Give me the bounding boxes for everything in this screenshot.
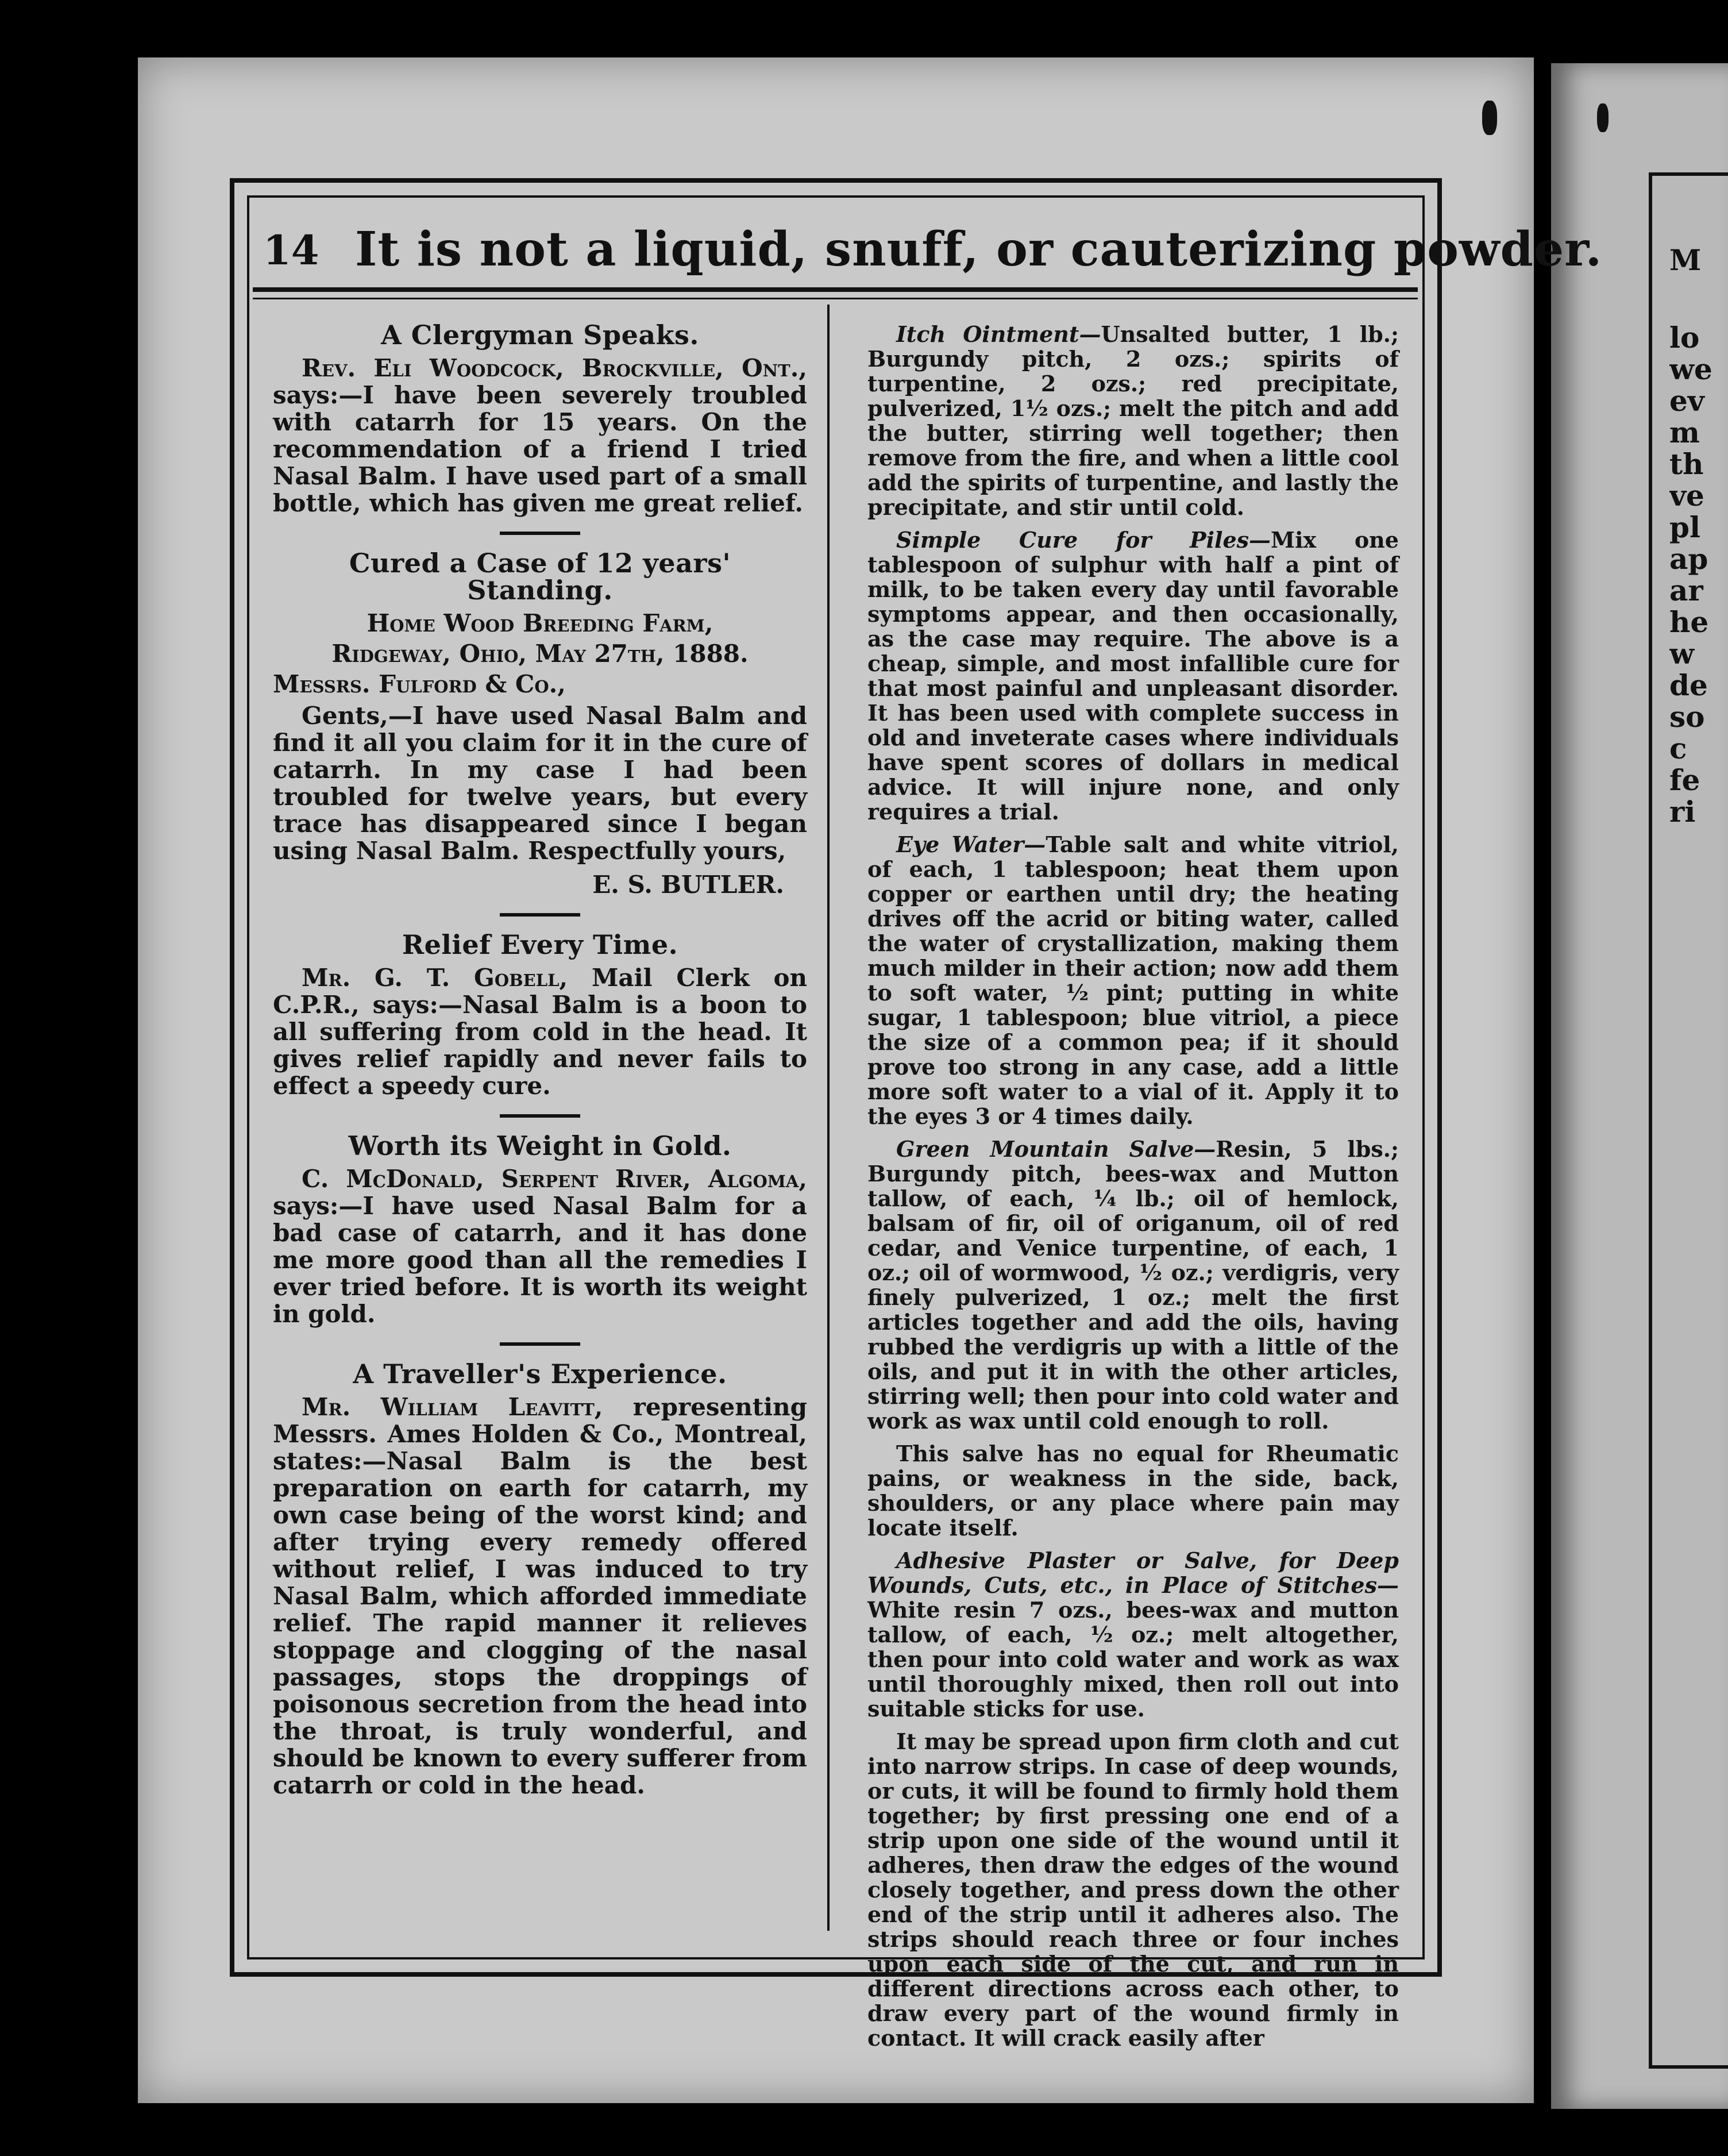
section-heading: Relief Every Time. <box>402 929 678 960</box>
recipe-title: Simple Cure for Piles— <box>896 527 1271 553</box>
page-number: 14 <box>263 226 319 274</box>
letter-signature: E. S. BUTLER. <box>592 871 784 899</box>
testimonial-body: Mail Clerk on C.P.R., says:—Nasal Balm is a boon to all suffering from cold in the head. It gives relief rapidly and never fails to effect a speedy cure. <box>273 964 807 1100</box>
section-separator <box>500 913 580 917</box>
testimonial-author: Rev. Eli Woodcock, Brockville, Ont., <box>302 354 807 382</box>
edge-line: ri <box>1669 796 1696 828</box>
edge-line: de <box>1669 670 1708 702</box>
recipe-body: Mix one tablespoon of sulphur with half a pint of milk, to be taken every day until favorable symptoms appear, and then occasionally, as the case may require. The above is a cheap, simple, and most infallible cure for that most painful and unpleasant disorder. It has been used with complete success in old and inveterate cases where individuals have spent scores of dollars in medical advice. It will injure none, and only requires a trial. <box>867 527 1399 825</box>
edge-line: m <box>1669 417 1700 449</box>
spine-mark <box>1482 101 1497 135</box>
recipe-title: Green Mountain Salve— <box>896 1136 1216 1162</box>
recipe-body: Resin, 5 lbs.; Burgundy pitch, bees-wax and Mutton tallow, of each, ¼ lb.; oil of hemlock, balsam of fir, oil of origanum, oil of red cedar, and Venice turpentine, of each, 1 oz.; oil of wormwood, ½ oz.; verdigris, very finely pulverized, 1 oz.; melt the first articles together and add the oils, having rubbed the verdigris up with a little of the oils, and put it in with the other articles, stirring well; then pour into cold water and work as wax until cold enough to roll. <box>867 1136 1399 1434</box>
recipe-note: This salve has no equal for Rheumatic pains, or weakness in the side, back, shoulders, or any place where pain may locate itself. <box>867 1441 1399 1541</box>
edge-line: ap <box>1669 544 1708 575</box>
testimonial-text <box>273 1165 807 1327</box>
spine-mark <box>1597 103 1609 132</box>
edge-line: M <box>1669 245 1702 276</box>
letter-salutation: Messrs. Fulford & Co., <box>273 670 566 698</box>
testimonial-author: C. McDonald, Serpent River, Algoma, <box>302 1165 807 1193</box>
left-column <box>273 319 807 1805</box>
edge-line: he <box>1669 607 1709 638</box>
recipe-title: Eye Water— <box>896 831 1046 857</box>
section-separator <box>500 532 580 535</box>
recipe <box>867 528 1399 824</box>
right-column <box>867 322 1399 2058</box>
section-heading: Cured a Case of 12 years' Standing. <box>349 548 731 606</box>
edge-line: lo <box>1669 322 1700 354</box>
edge-line: so <box>1669 702 1705 733</box>
recipe-body: Table salt and white vitriol, of each, 1 tablespoon; heat them upon copper or earthen until dry; the heating drives off the acrid or biting water, called the water of crystallization, making them much milder in their action; now add them to soft water, ½ pint; putting in white sugar, 1 tablespoon; blue vitriol, a piece the size of a common pea; if it should prove too strong in any case, add a little more soft water to a vial of it. Apply it to the eyes 3 or 4 times daily. <box>867 831 1399 1129</box>
testimonial-body: says:—I have used Nasal Balm for a bad case of catarrh, and it has done me more good than all the remedies I ever tried before. It is worth its weight in gold. <box>273 1192 807 1328</box>
testimonial-body: says:—I have been severely troubled with catarrh for 15 years. On the recommendation of a friend I tried Nasal Balm. I have used part of a small bottle, which has given me great relief. <box>273 381 807 517</box>
recipe <box>867 832 1399 1129</box>
testimonial-body: representing Messrs. Ames Holden & Co., Montreal, states:—Nasal Balm is the best preparation on earth for catarrh, my own case being of the worst kind; and after trying every remedy offered without relief, I was induced to try Nasal Balm, which afforded immediate relief. The rapid manner it relieves stoppage and clogging of the nasal passages, stops the droppings of poisonous secretion from the head into the throat, is truly wonderful, and should be known to every sufferer from catarrh or cold in the head. <box>273 1393 807 1799</box>
header-rule <box>253 287 1418 292</box>
recipe-body: White resin 7 ozs., bees-wax and mutton tallow, of each, ½ oz.; melt altogether, then pour into cold water and work as wax until thoroughly mixed, then roll out into suitable sticks for use. <box>867 1597 1399 1722</box>
column-divider <box>827 305 830 1931</box>
page-header <box>257 217 1603 280</box>
section-heading: A Traveller's Experience. <box>353 1358 727 1389</box>
edge-line: c <box>1669 733 1687 765</box>
header-rule-thin <box>253 298 1418 299</box>
recipe-title: Adhesive Plaster or Salve, for Deep Wounds, Cuts, etc., in Place of Stitches— <box>867 1547 1399 1598</box>
adjacent-page-edge <box>1551 63 1728 2109</box>
adjacent-page-text <box>1649 172 1728 2069</box>
letter-body: Gents,—I have used Nasal Balm and find it all you claim for it in the cure of catarrh. In my case I had been troubled for twelve years, but every trace has disappeared since I began using Nasal Balm. Respectfully yours, <box>273 702 807 865</box>
recipe <box>867 1137 1399 1433</box>
edge-line: ar <box>1669 575 1703 607</box>
section-separator <box>500 1114 580 1118</box>
letter-address-line: Ridgeway, Ohio, May 27th, 1888. <box>331 640 749 668</box>
recipe-note: It may be spread upon firm cloth and cut into narrow strips. In case of deep wounds, or cuts, it will be found to firmly hold them together; by first pressing one end of a strip upon one side of the wound until it adheres, then draw the edges of the wound closely together, and press down the other end of the strip until it adheres also. The strips should reach three or four inches upon each side of the cut, and run in different directions across each other, to draw every part of the wound firmly in contact. It will crack easily after <box>867 1728 1399 2051</box>
section-heading: Worth its Weight in Gold. <box>348 1130 732 1161</box>
edge-line: w <box>1669 638 1695 670</box>
edge-line: fe <box>1669 765 1700 796</box>
recipe-body: Unsalted butter, 1 lb.; Burgundy pitch, 2 ozs.; spirits of turpentine, 2 ozs.; red precipitate, pulverized, 1½ ozs.; melt the pitch and add the butter, stirring well together; then remove from the fire, and when a little cool add the spirits of turpentine, and lastly the precipitate, and stir until cold. <box>867 321 1399 520</box>
section-separator <box>500 1342 580 1346</box>
recipe-title: Itch Ointment— <box>896 321 1101 347</box>
testimonial-text <box>273 1393 807 1799</box>
testimonial-text <box>273 964 807 1099</box>
edge-line: ve <box>1669 480 1704 512</box>
edge-line: ev <box>1669 386 1704 417</box>
page-title: It is not a liquid, snuff, or cauterizing powder. <box>355 222 1603 277</box>
testimonial-text <box>273 355 807 517</box>
edge-line: we <box>1669 354 1712 386</box>
recipe <box>867 1548 1399 1721</box>
testimonial-author: Mr. William Leavitt, <box>302 1393 603 1421</box>
testimonial-author: Mr. G. T. Gobell, <box>302 964 568 992</box>
section-heading: A Clergyman Speaks. <box>381 319 699 351</box>
edge-line: th <box>1669 449 1704 480</box>
edge-line: pl <box>1669 512 1700 544</box>
recipe <box>867 322 1399 519</box>
letter-address-line: Home Wood Breeding Farm, <box>367 609 713 637</box>
